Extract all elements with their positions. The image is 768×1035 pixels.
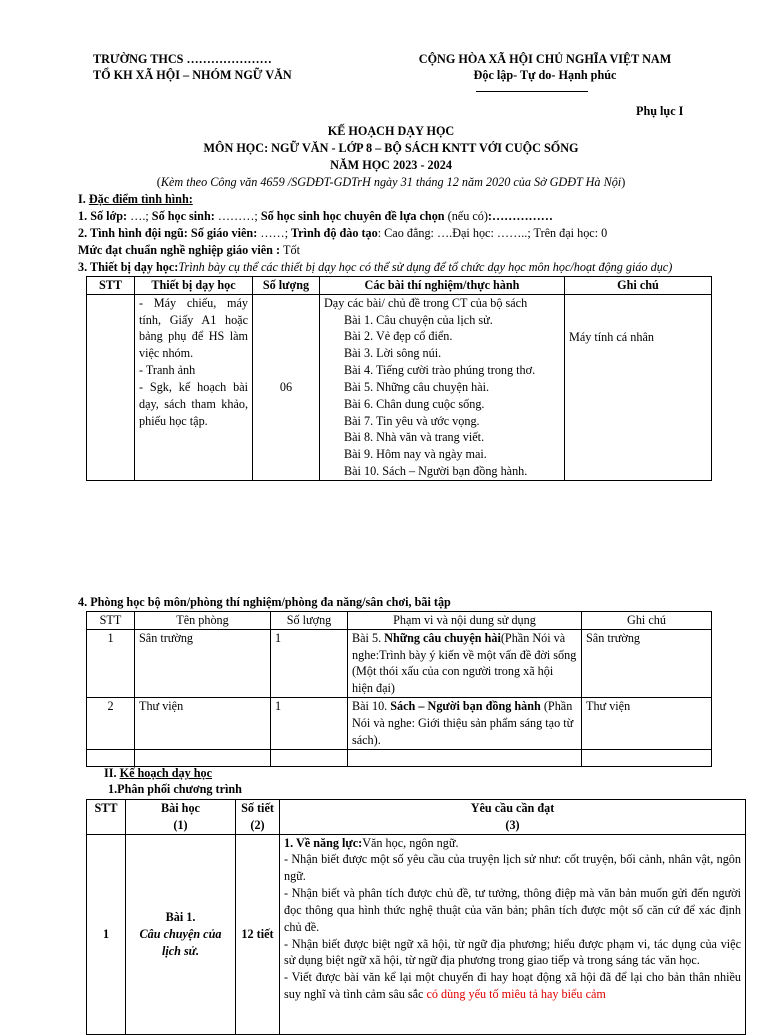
table-row [87, 629, 712, 697]
room-cell: Thư viện [135, 698, 271, 749]
list-item: Bài 5. Những câu chuyện hài. [344, 379, 490, 394]
table-header-row [87, 277, 712, 295]
section-2-heading: II. Kế hoạch dạy học [104, 766, 213, 780]
qty-cell: 1 [271, 629, 348, 697]
col-header: Phạm vi và nội dung sử dụng [348, 612, 582, 630]
staff-info-line: 2. Tình hình đội ngũ: Số giáo viên: ……; Trình độ đào tạo: Cao đẳng: ….Đại học: ……..; Trên đại học: 0 [78, 226, 608, 240]
lessons-intro: Dạy các bài/ chủ đề trong CT của bộ sách [324, 295, 528, 310]
table-row-empty [87, 749, 712, 766]
motto: Độc lập- Tự do- Hạnh phúc [473, 68, 617, 82]
nation-name: CỘNG HÒA XÃ HỘI CHỦ NGHĨA VIỆT NAM [418, 52, 672, 66]
equipment-heading: 3. Thiết bị dạy học:Trình bày cụ thể các thiết bị dạy học có thể sử dụng để tổ chức dạy học môn học/hoạt động giáo dục) [78, 260, 673, 274]
requirement-item: - Nhận biết và phân tích được chủ đề, tư tưởng, thông điệp mà văn bản muốn gửi đến người đọc thông qua hình thức nghệ thuật của văn bản; phân tích được một số căn cứ để xác định chủ đề. [284, 886, 741, 934]
section-1-heading: I. Đặc điểm tình hình: [78, 192, 193, 206]
requirements-heading: 1. Về năng lực:Văn học, ngôn ngữ. [284, 835, 459, 850]
appendix-label: Phụ lục I [636, 104, 684, 118]
col-header: STT [87, 612, 135, 630]
list-item: Bài 6. Chân dung cuộc sống. [344, 396, 485, 411]
col-header: Thiết bị dạy học [135, 277, 253, 295]
list-item: Bài 1. Câu chuyện của lịch sử. [344, 312, 493, 327]
col-header: STT [87, 800, 126, 835]
lesson-title: Bài 1. [165, 909, 196, 924]
requirement-item: - Nhận biết được một số yêu cầu của truyện lịch sử như: cốt truyện, bối cảnh, nhân vật, ngôn ngữ. [284, 852, 741, 884]
program-distribution-heading: 1.Phân phối chương trình [108, 782, 242, 796]
room-cell: Sân trường [135, 629, 271, 697]
note-cell: Thư viện [582, 698, 712, 749]
curriculum-table [86, 799, 746, 1035]
lessons-cell [320, 294, 565, 480]
equipment-item: - Tranh ảnh [139, 363, 196, 378]
periods-cell: 12 tiết [236, 834, 280, 1034]
table-row [87, 698, 712, 749]
subject-title: MÔN HỌC: NGỮ VĂN - LỚP 8 – BỘ SÁCH KNTT VỚI CUỘC SỐNG [203, 141, 579, 155]
requirements-cell [280, 834, 746, 1034]
table-row [87, 834, 746, 1034]
stt-cell: 1 [87, 834, 126, 1034]
plan-title: KẾ HOẠCH DẠY HỌC [327, 124, 455, 138]
list-item: Bài 7. Tin yêu và ước vọng. [344, 413, 480, 428]
col-header: Bài học (1) [126, 800, 236, 835]
scope-cell: Bài 10. Sách – Người bạn đồng hành (Phần Nói và nghe: Giới thiệu sản phẩm sáng tạo từ sách). [348, 698, 582, 749]
qty-cell: 1 [271, 698, 348, 749]
school-year: NĂM HỌC 2023 - 2024 [330, 158, 452, 172]
lesson-cell [126, 834, 236, 1034]
department-name: TỔ KH XÃ HỘI – NHÓM NGỮ VĂN [93, 68, 292, 82]
list-item: Bài 2. Vẻ đẹp cổ điển. [344, 329, 453, 344]
class-info-line: 1. Số lớp: ….; Số học sinh: ………; Số học sinh học chuyên đề lựa chọn (nếu có):…………… [78, 209, 553, 223]
stt-cell [87, 294, 135, 480]
school-name: TRƯỜNG THCS ………………… [93, 52, 272, 66]
table-header-row [87, 800, 746, 835]
list-item: Bài 10. Sách – Người bạn đồng hành. [344, 464, 528, 479]
list-item: Bài 8. Nhà văn và trang viết. [344, 430, 485, 445]
col-header: Ghi chú [565, 277, 712, 295]
col-header: STT [87, 277, 135, 295]
equipment-item: - Sgk, kế hoạch bài dạy, sách tham khảo, phiếu học tập. [139, 379, 248, 428]
list-item: Bài 9. Hôm nay và ngày mai. [344, 447, 487, 462]
col-header: Số lượng [253, 277, 320, 295]
equipment-cell [135, 294, 253, 480]
rooms-heading: 4. Phòng học bộ môn/phòng thí nghiệm/phòng đa năng/sân chơi, bãi tập [78, 595, 451, 609]
quantity-cell: 06 [253, 294, 320, 480]
list-item: Bài 3. Lời sông núi. [344, 346, 442, 361]
col-header: Số lượng [271, 612, 348, 630]
col-header: Các bài thí nghiệm/thực hành [320, 277, 565, 295]
table-row [87, 294, 712, 480]
note-text: Máy tính cá nhân [569, 329, 654, 344]
col-header: Số tiết (2) [236, 800, 280, 835]
note-cell: Sân trường [582, 629, 712, 697]
stt-cell: 2 [87, 698, 135, 749]
teacher-standard-line: Mức đạt chuẩn nghề nghiệp giáo viên : Tốt [78, 243, 300, 257]
col-header: Yêu cầu cần đạt (3) [280, 800, 746, 835]
stt-cell: 1 [87, 629, 135, 697]
list-item: Bài 4. Tiếng cười trào phúng trong thơ. [344, 363, 536, 378]
equipment-item: - Máy chiếu, máy tính, Giấy A1 hoặc bảng phụ để HS làm việc nhóm. [139, 295, 248, 361]
requirement-item: - Nhận biết được biệt ngữ xã hội, từ ngữ địa phương; hiểu được phạm vi, tác dụng của việc sử dụng biệt ngữ xã hội, từ ngữ địa phương trong giao tiếp và trong sáng tác văn học. [284, 936, 741, 968]
table-header-row [87, 612, 712, 630]
motto-underline [476, 91, 588, 92]
col-header: Tên phòng [135, 612, 271, 630]
note-cell [565, 294, 712, 480]
rooms-table [86, 611, 712, 767]
equipment-table [86, 276, 712, 481]
lesson-name: Câu chuyện của lịch sử. [139, 926, 222, 958]
scope-cell: Bài 5. Những câu chuyện hài(Phần Nói và nghe:Trình bày ý kiến về một vấn đề đời sống (Một thói xấu của con người trong xã hội hiện đại) [348, 629, 582, 697]
reference-note: (Kèm theo Công văn 4659 /SGDĐT-GDTrH ngày 31 tháng 12 năm 2020 của Sở GDĐT Hà Nội) [156, 175, 626, 189]
requirement-item: - Viết được bài văn kể lại một chuyến đi hay hoạt động xã hội đã để lại cho bản thân nhiều suy nghĩ và tình cảm sâu sắc có dùng yếu tố miêu tả hay biểu cảm [284, 970, 741, 1002]
col-header: Ghi chú [582, 612, 712, 630]
